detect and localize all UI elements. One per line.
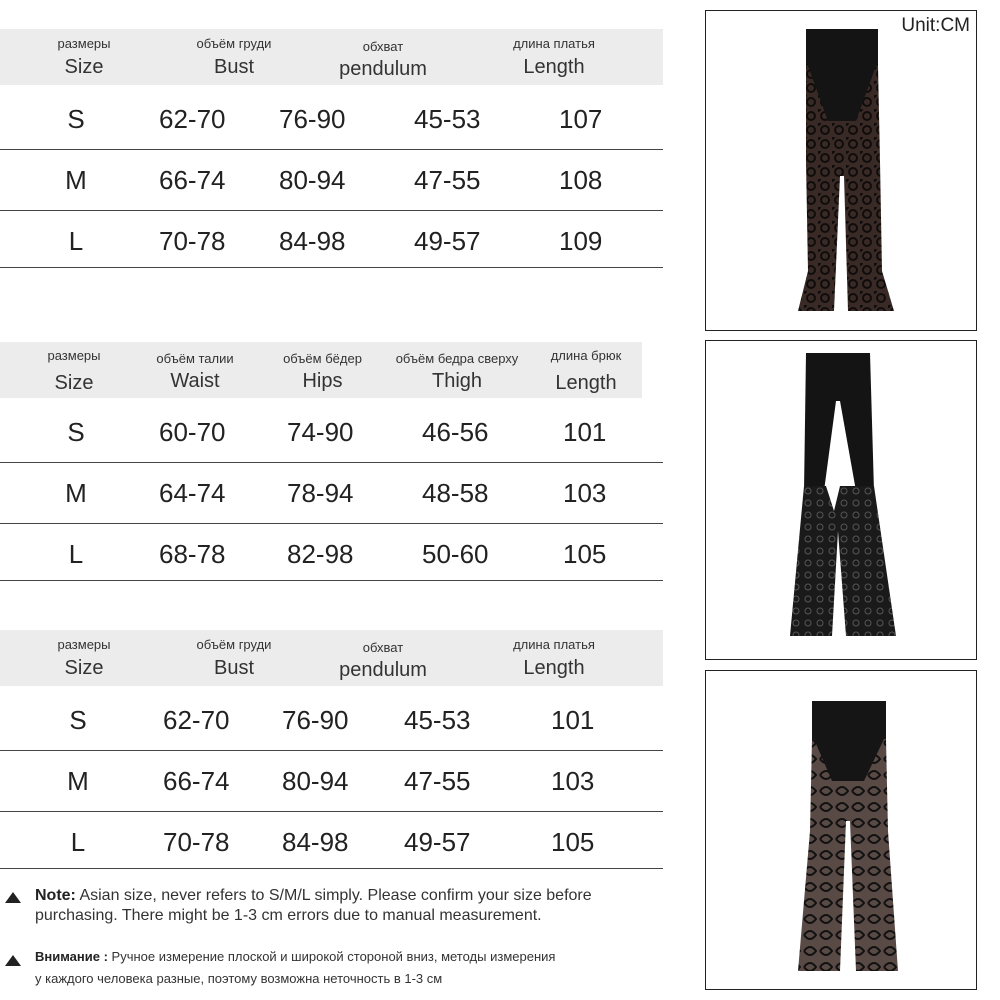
table-row <box>0 150 663 211</box>
header-en: pendulum <box>339 58 427 80</box>
note-ru-line-1: Ручное измерение плоской и широкой стороной вниз, методы измерения <box>107 949 556 964</box>
bust-range-cell: 84-98 <box>282 827 349 857</box>
bust-cell: 70-78 <box>159 226 226 256</box>
sheer-lace-flare-pants-photo <box>706 671 976 989</box>
bust-cell: 62-70 <box>163 705 230 735</box>
unit-label: Unit:CM <box>901 15 970 36</box>
size-table-3 <box>0 630 663 869</box>
header-en: Bust <box>213 657 255 679</box>
pendulum-cell: 45-53 <box>404 705 471 735</box>
product-photo-3 <box>705 670 977 990</box>
header-ru: размеры <box>57 36 111 51</box>
header-pendulum <box>333 29 433 85</box>
table-row <box>0 812 663 869</box>
header-en: Hips <box>302 370 343 392</box>
length-cell: 105 <box>563 539 607 569</box>
header-ru: обхват <box>362 39 404 54</box>
size-cell: S <box>67 417 85 447</box>
header-length <box>494 630 614 686</box>
header-en: Waist <box>170 370 220 392</box>
length-cell: 105 <box>551 827 595 857</box>
hips-cell: 74-90 <box>287 417 354 447</box>
bust-cell: 70-78 <box>163 827 230 857</box>
header-hips <box>270 342 375 398</box>
table-row <box>0 89 663 150</box>
pendulum-cell: 49-57 <box>404 827 471 857</box>
table-row <box>0 524 663 581</box>
table-header <box>0 630 663 686</box>
length-cell: 101 <box>551 705 595 735</box>
waist-cell: 68-78 <box>159 539 226 569</box>
header-ru: длина брюк <box>550 348 622 363</box>
header-ru: объём груди <box>196 637 272 652</box>
header-thigh <box>382 342 532 398</box>
thigh-cell: 48-58 <box>422 478 489 508</box>
header-ru: длина платья <box>513 36 595 51</box>
header-en: Size <box>64 56 104 78</box>
size-cell: L <box>68 539 84 569</box>
thigh-cell: 46-56 <box>422 417 489 447</box>
length-cell: 101 <box>563 417 607 447</box>
pendulum-cell: 47-55 <box>414 165 481 195</box>
product-photo-1 <box>705 10 977 331</box>
thigh-cell: 50-60 <box>422 539 489 569</box>
size-cell: L <box>70 827 86 857</box>
bust-range-cell: 76-90 <box>279 104 346 134</box>
hips-cell: 78-94 <box>287 478 354 508</box>
header-en: Size <box>64 657 104 679</box>
bust-range-cell: 84-98 <box>279 226 346 256</box>
length-cell: 103 <box>551 766 595 796</box>
header-ru: объём груди <box>196 36 272 51</box>
header-ru: длина платья <box>513 637 595 652</box>
header-ru: обхват <box>362 640 404 655</box>
header-bust <box>184 29 284 85</box>
warning-triangle-icon <box>5 955 21 966</box>
note-line-2: purchasing. There might be 1-3 cm errors due to manual measurement. <box>35 907 542 924</box>
waist-cell: 64-74 <box>159 478 226 508</box>
note-line-1: Asian size, never refers to S/M/L simply. Please confirm your size before <box>75 887 592 904</box>
size-cell: M <box>65 478 87 508</box>
length-cell: 108 <box>559 165 603 195</box>
product-photo-2 <box>705 340 977 660</box>
header-en: Bust <box>213 56 255 78</box>
header-length <box>494 29 614 85</box>
size-cell: S <box>67 104 85 134</box>
hips-cell: 82-98 <box>287 539 354 569</box>
size-cell: M <box>67 766 89 796</box>
length-cell: 107 <box>559 104 603 134</box>
header-ru: размеры <box>57 637 111 652</box>
header-size <box>44 29 124 85</box>
header-en: Length <box>523 657 585 679</box>
size-cell: S <box>69 705 87 735</box>
table-row <box>0 751 663 812</box>
header-en: Size <box>54 372 94 394</box>
header-bust <box>184 630 284 686</box>
bust-cell: 62-70 <box>159 104 226 134</box>
header-pendulum <box>333 630 433 686</box>
waist-cell: 60-70 <box>159 417 226 447</box>
header-ru: объём бёдер <box>283 351 362 366</box>
note-ru-label: Внимание : <box>35 949 108 964</box>
header-en: pendulum <box>339 659 427 681</box>
table-row <box>0 690 663 751</box>
header-ru: объём талии <box>156 351 234 366</box>
pendulum-cell: 45-53 <box>414 104 481 134</box>
header-en: Thigh <box>431 370 483 392</box>
header-waist <box>140 342 250 398</box>
length-cell: 103 <box>563 478 607 508</box>
size-table-1 <box>0 29 663 268</box>
header-length <box>536 342 636 398</box>
length-cell: 109 <box>559 226 603 256</box>
header-ru: размеры <box>47 348 101 363</box>
table-row <box>0 211 663 268</box>
size-cell: L <box>68 226 84 256</box>
bust-range-cell: 80-94 <box>279 165 346 195</box>
size-table-2 <box>0 342 663 581</box>
size-cell: M <box>65 165 87 195</box>
table-row <box>0 402 663 463</box>
header-en: Length <box>555 372 617 394</box>
note-text <box>35 886 685 926</box>
lace-flare-pants-solid-top-photo <box>706 341 976 659</box>
table-header <box>0 342 642 398</box>
warning-triangle-icon <box>5 892 21 903</box>
pendulum-cell: 47-55 <box>404 766 471 796</box>
lace-flare-pants-black-photo <box>706 11 976 330</box>
bust-cell: 66-74 <box>163 766 230 796</box>
bust-range-cell: 76-90 <box>282 705 349 735</box>
header-ru: объём бедра сверху <box>395 351 519 366</box>
header-size <box>34 342 114 398</box>
note-label: Note: <box>35 887 76 904</box>
header-size <box>44 630 124 686</box>
bust-range-cell: 80-94 <box>282 766 349 796</box>
pendulum-cell: 49-57 <box>414 226 481 256</box>
table-header <box>0 29 663 85</box>
note-ru-text <box>35 946 685 990</box>
table-row <box>0 463 663 524</box>
bust-cell: 66-74 <box>159 165 226 195</box>
note-ru-line-2: у каждого человека разные, поэтому возможна неточность в 1-3 см <box>35 971 443 986</box>
header-en: Length <box>523 56 585 78</box>
